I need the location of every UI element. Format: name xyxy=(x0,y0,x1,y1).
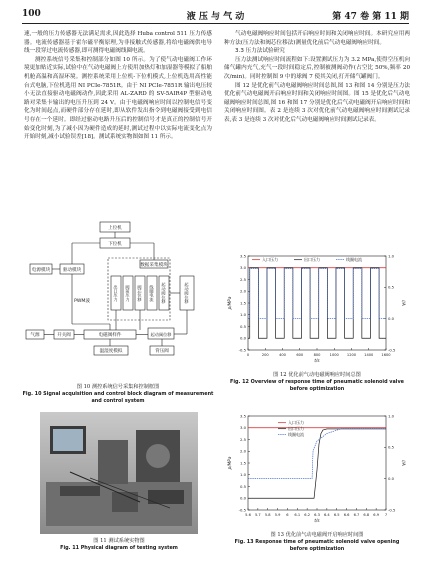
left-column xyxy=(24,30,212,142)
right-column xyxy=(224,30,410,125)
block-diagram xyxy=(22,218,214,380)
y2-tick-label: 0.5 xyxy=(388,444,395,450)
receiver-label: 起动阀位移 xyxy=(184,282,190,304)
y-tick-label: 3.5 xyxy=(239,413,246,419)
power-label: 电源模块 xyxy=(31,268,51,273)
y-tick-label: 1.0 xyxy=(239,312,246,318)
y-tick-label: 1.5 xyxy=(239,300,246,306)
chart-fig12 xyxy=(226,250,408,368)
y-axis-label: p/MPa xyxy=(227,296,232,310)
temp-humidity-label: 温湿度模拟 xyxy=(99,349,123,354)
journal-name: 液 压 与 气 动 xyxy=(186,12,245,22)
y-tick-label: 1.5 xyxy=(239,460,246,466)
x-tick-label: 6.1 xyxy=(294,513,301,517)
figure-12 xyxy=(226,250,408,394)
sensor-label: 起动阀位移 xyxy=(161,282,167,304)
y-tick-label: 3.5 xyxy=(239,253,246,259)
x-tick-label: 6.4 xyxy=(323,513,330,517)
x-tick-label: 6.6 xyxy=(343,513,350,517)
y-tick-label: 2.5 xyxy=(239,436,246,442)
x-tick-label: 6.7 xyxy=(353,513,360,517)
paragraph: 压力法测试响应时间流程如下:设置测试压力为 3.2 MPa,使得空压机向储气罐内充气,充气一段时间稳定后,控制被测阀动作(占空比 50%,频率 20 次/min)。同时控制图 9 中的球阀 7 使其关闭,打开储气罐阀门。 xyxy=(224,56,410,80)
x-tick-label: 6.2 xyxy=(304,513,311,517)
x-tick-label: 6.3 xyxy=(314,513,320,517)
x-tick-label: 600 xyxy=(296,353,304,357)
receiver-assembly-label: 起动阀位移 xyxy=(150,332,172,337)
legend-label: 出口压力 xyxy=(304,257,320,262)
figure-12-caption: 图 12 优化前气动电磁阀响应时间总图 xyxy=(273,372,361,378)
x-tick-label: 6.5 xyxy=(333,513,340,517)
y2-tick-label: 1.0 xyxy=(388,413,395,419)
sensor-label: 线圈电流 xyxy=(149,284,155,302)
sensor-label: 阀前压力 xyxy=(125,284,131,302)
x-tick-label: 6.8 xyxy=(363,513,370,517)
legend-label: 线圈电流 xyxy=(346,257,362,262)
y2-axis-label: I/A xyxy=(401,300,406,306)
y2-tick-label: 1.0 xyxy=(388,253,395,259)
y2-axis-label: I/A xyxy=(401,460,406,466)
paragraph: 测控系统信号采集和控制部分如图 10 所示。为了使气动电磁阀工作环境更加贴近实际,试验中在气动电磁阀上方使用加热灯和加湿器等模拟了船舶机舱高温和高湿环境。测控系统采用上位机-下位机模式,上位机选用高性能台式电脑,下位机选用 NI PCIe-7851R。由于 NI PCIe-7851R 输出电压较小无法直接驱动电磁阀动作,因此采用 AL-ZARD 的 SV-5AIR4P 型驱动电路对采集卡输出的电压升压到 24 V。由于电磁阀响应时间以控制电信号变化为时间起点,而硬件部分存在延时,即从软件发出指令到电磁阀接受到电信号存在一个延时。即经过驱动电路升压后的控制信号才是真正的控制信号开始变化时刻,为了减小因为硬件造成的延时,测试过程中以实际电流变化点为开始时刻,减小试验误差[18]。测试系统实物图如图 11 所示。 xyxy=(24,56,212,141)
legend xyxy=(252,256,362,262)
paragraph: 气动电磁阀响应时间包括开启响应时间和关闭响应时间。本研究应用两种方法(压力法和阀芯位移法)测量优化前后气动电磁阀响应时间。 xyxy=(224,31,410,46)
y-tick-label: -0.5 xyxy=(238,507,246,513)
y-tick-label: 1.0 xyxy=(239,472,246,478)
host-label: 上位机 xyxy=(108,226,122,231)
figure-12-caption-en: Fig. 12 Overview of response time of pneumatic solenoid valve before optimization xyxy=(230,379,404,393)
y-tick-label: 3.0 xyxy=(239,265,246,271)
paragraph: 图 12 是优化前气动电磁阀响应时间总图,图 13 和图 14 分别是压力法优化前气动电磁阀开启响应时间和关闭响应时间图。图 15 是优化后气动电磁阀响应时间总图,图 16 和图 17 分别是优化后气动电磁阀开启响应时间和关闭响应时间图。表 2 是连续 3 次对优化前气动电磁阀响应时间测试记录表,表 3 是连续 3 次对优化后气动电磁阀响应时间测试记录表。 xyxy=(224,82,410,123)
y2-tick-label: 0.5 xyxy=(388,284,395,290)
y-tick-label: 2.0 xyxy=(239,448,246,454)
x-axis-label: t/s xyxy=(314,518,320,523)
figure-11-caption-en: Fig. 11 Physical diagram of testing system xyxy=(60,545,178,552)
x-tick-label: 6.9 xyxy=(373,513,380,517)
x-tick-label: 5.6 xyxy=(245,513,251,517)
legend-label: 入口压力 xyxy=(288,420,304,425)
page-number: 100 xyxy=(22,9,41,19)
legend-label: 入口压力 xyxy=(262,257,278,262)
figure-10 xyxy=(22,218,214,406)
x-tick-label: 5.9 xyxy=(274,513,281,517)
y2-tick-label: 0.0 xyxy=(388,315,395,321)
x-tick-label: 5.8 xyxy=(264,513,271,517)
x-tick-label: 800 xyxy=(313,353,321,357)
back-pressure-label: 背压阀 xyxy=(155,349,169,354)
y-tick-label: 0.0 xyxy=(239,495,246,501)
figure-11 xyxy=(40,412,198,552)
x-tick-label: 1000 xyxy=(329,353,339,357)
air-label: 气源 xyxy=(30,333,40,338)
plot-frame xyxy=(248,416,386,510)
figure-13-caption: 图 13 优化前气动电磁阀开启响应时间图 xyxy=(270,532,364,538)
pwm-label: PWM波 xyxy=(74,299,90,304)
x-tick-label: 0 xyxy=(246,353,250,357)
test-system-photo xyxy=(40,412,198,534)
y-tick-label: 0.5 xyxy=(239,323,246,329)
legend-label: 线圈电流 xyxy=(288,432,304,437)
series-line-1 xyxy=(248,429,386,498)
y-tick-label: 3.0 xyxy=(239,425,246,431)
x-tick-label: 1600 xyxy=(381,353,391,357)
daq-label: 数据采集模块 xyxy=(140,263,168,268)
slave-label: 下位机 xyxy=(108,242,122,247)
x-tick-label: 5.7 xyxy=(254,513,261,517)
section-heading: 3.3 压力法试验研究 xyxy=(235,48,285,55)
sensor-label: 阀芯位移 xyxy=(137,284,143,302)
issue-label: 第 47 卷 第 11 期 xyxy=(332,12,409,22)
valve-assembly-label: 电磁阀样件 xyxy=(98,333,122,338)
y-tick-label: -0.5 xyxy=(238,347,246,353)
y2-tick-label: 0.0 xyxy=(388,475,395,481)
y2-tick-label: -0.5 xyxy=(388,347,396,353)
sensor-label: 出口压力 xyxy=(113,284,119,302)
x-tick-label: 7 xyxy=(384,513,388,517)
series-line-1 xyxy=(248,268,386,339)
figure-10-caption-en: Fig. 10 Signal acquisition and control block diagram of measurement and control system xyxy=(22,391,214,405)
x-axis-label: t/s xyxy=(314,358,320,363)
y2-tick-label: -0.5 xyxy=(388,507,396,513)
x-tick-label: 200 xyxy=(261,353,269,357)
x-tick-label: 6 xyxy=(286,513,289,517)
y-tick-label: 2.5 xyxy=(239,276,246,282)
y-tick-label: 0.5 xyxy=(239,483,246,489)
series-line-2 xyxy=(248,269,386,319)
chart-fig13 xyxy=(226,410,408,528)
x-tick-label: 1400 xyxy=(364,353,374,357)
x-tick-label: 1200 xyxy=(346,353,357,357)
x-tick-label: 400 xyxy=(279,353,286,357)
running-header xyxy=(22,9,409,24)
drive-label: 驱动模块 xyxy=(62,268,82,273)
y-tick-label: 2.0 xyxy=(239,288,246,294)
figure-13-caption-en: Fig. 13 Response time of pneumatic solenoid valve opening before optimization xyxy=(234,539,400,553)
switch-label: 开关阀 xyxy=(57,333,71,338)
figure-11-caption: 图 11 测试系统实物图 xyxy=(93,538,145,544)
legend-label: 出口压力 xyxy=(288,426,304,431)
y-axis-label: p/MPa xyxy=(227,456,232,470)
y-tick-label: 0.0 xyxy=(239,335,246,341)
plot-frame xyxy=(248,256,386,350)
paragraph: 速,一般的压力传感器无法满足需求,因此选择 Huba control 511 压力传感器。电流传感器基于霍尔磁平衡原理,为非接触式传感器,将给电磁阀供电导线一段穿过电流传感器,即可测得电磁阀线圈电流。 xyxy=(24,31,212,55)
figure-13 xyxy=(226,410,408,554)
figure-10-caption: 图 10 测控系统信号采集和控制框图 xyxy=(76,384,160,390)
